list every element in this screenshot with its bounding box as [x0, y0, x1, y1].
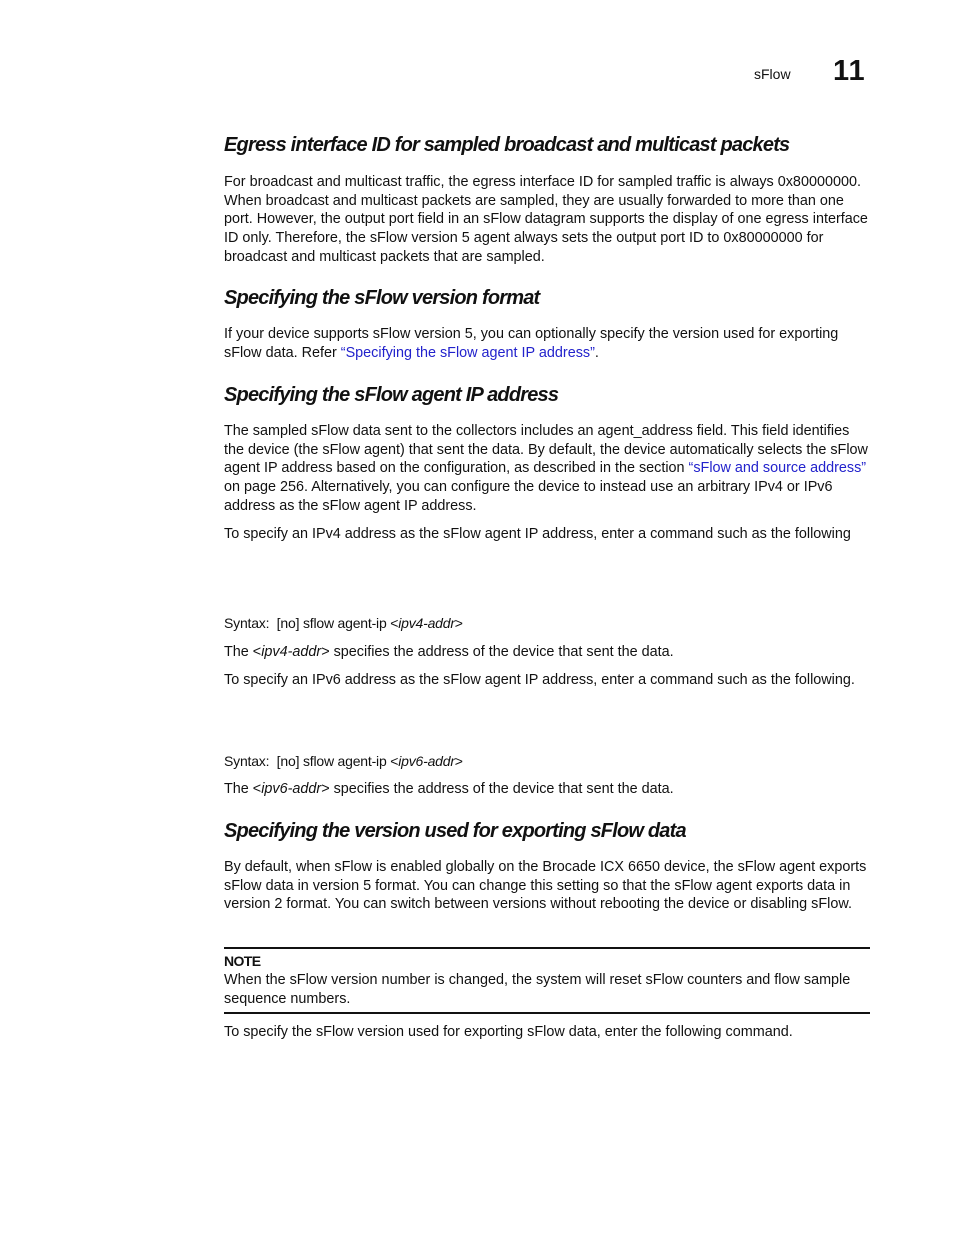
- link-specifying-agent-ip[interactable]: “Specifying the sFlow agent IP address”: [340, 344, 595, 361]
- paragraph-text: on page 256. Alternatively, you can configure the device to instead use an arbitrary IPv4 or IPv6 address as the sFlow agent IP address.: [224, 479, 833, 514]
- param-ipv6-addr: ipv6-addr: [261, 781, 322, 797]
- heading-egress-interface-id: Egress interface ID for sampled broadcast and multicast packets: [224, 134, 790, 156]
- note-box: [224, 947, 870, 1014]
- paragraph-egress-interface-id: For broadcast and multicast traffic, the egress interface ID for sampled traffic is always 0x80000000. When broadcast and multicast packets are sampled, they are usually forwarded to more than one port. However, the output port field in an sFlow datagram supports the display of one egress interface ID only. Therefore, the sFlow version 5 agent always sets the output port ID to 0x80000000 for broadcast and multicast packets that are sampled.: [224, 174, 868, 265]
- syntax-no: no: [280, 753, 296, 769]
- paragraph-sflow-agent-ip: [224, 422, 870, 516]
- syntax-command: sflow agent-ip: [302, 753, 387, 769]
- param-ipv4-addr: ipv4-addr: [261, 644, 322, 660]
- syntax-label: Syntax:: [224, 615, 270, 631]
- paragraph-text: The sampled sFlow data sent to the collectors includes an agent_address field. This field identifies the device (the sFlow agent) that sent the data. By default, the device automatically selects the sFlow agent IP address based on the configuration, as described in the section: [224, 423, 868, 477]
- paragraph-text: > specifies the address of the device that sent the data.: [321, 644, 674, 660]
- running-header-section: sFlow: [754, 66, 791, 82]
- syntax-command: sflow agent-ip: [302, 615, 387, 631]
- paragraph-text: > specifies the address of the device that sent the data.: [321, 781, 674, 797]
- syntax-ipv6: Syntax: [no] sflow agent-ip <ipv6-addr>: [224, 753, 463, 769]
- syntax-param-ipv6: ipv6-addr: [398, 753, 455, 769]
- paragraph-text: .: [594, 344, 599, 361]
- chapter-number: 11: [833, 55, 866, 87]
- paragraph-ipv6-intro: To specify an IPv6 address as the sFlow agent IP address, enter a command such as the following.: [224, 672, 855, 688]
- syntax-ipv4: Syntax: [no] sflow agent-ip <ipv4-addr>: [224, 615, 463, 631]
- paragraph-text: If your device supports sFlow version 5, you can optionally specify the version used for exporting sFlow data. Refer: [224, 326, 839, 361]
- note-title: NOTE: [224, 953, 261, 969]
- running-header: [0, 55, 954, 100]
- syntax-no: no: [280, 615, 296, 631]
- heading-export-version: Specifying the version used for exporting sFlow data: [224, 820, 686, 842]
- paragraph-ipv4-desc: [224, 643, 870, 662]
- paragraph-sflow-version-format: [224, 325, 870, 362]
- heading-sflow-agent-ip: Specifying the sFlow agent IP address: [224, 384, 559, 406]
- paragraph-ipv4-intro: To specify an IPv4 address as the sFlow agent IP address, enter a command such as the following: [224, 526, 851, 542]
- paragraph-ipv6-desc: [224, 780, 870, 799]
- note-text: When the sFlow version number is changed, the system will reset sFlow counters and flow sample sequence numbers.: [224, 972, 851, 1007]
- paragraph-text: The <: [224, 644, 262, 660]
- paragraph-export-command-intro: To specify the sFlow version used for exporting sFlow data, enter the following command.: [224, 1024, 793, 1040]
- link-sflow-source-address[interactable]: “sFlow and source address”: [688, 460, 867, 477]
- syntax-param-ipv4: ipv4-addr: [398, 615, 455, 631]
- paragraph-text: The <: [224, 781, 262, 797]
- syntax-label: Syntax:: [224, 753, 270, 769]
- paragraph-export-version: By default, when sFlow is enabled globally on the Brocade ICX 6650 device, the sFlow agent exports sFlow data in version 5 format. You can change this setting so that the sFlow agent exports data in version 2 format. You can switch between versions without rebooting the device or disabling sFlow.: [224, 859, 867, 913]
- heading-sflow-version-format: Specifying the sFlow version format: [224, 287, 540, 309]
